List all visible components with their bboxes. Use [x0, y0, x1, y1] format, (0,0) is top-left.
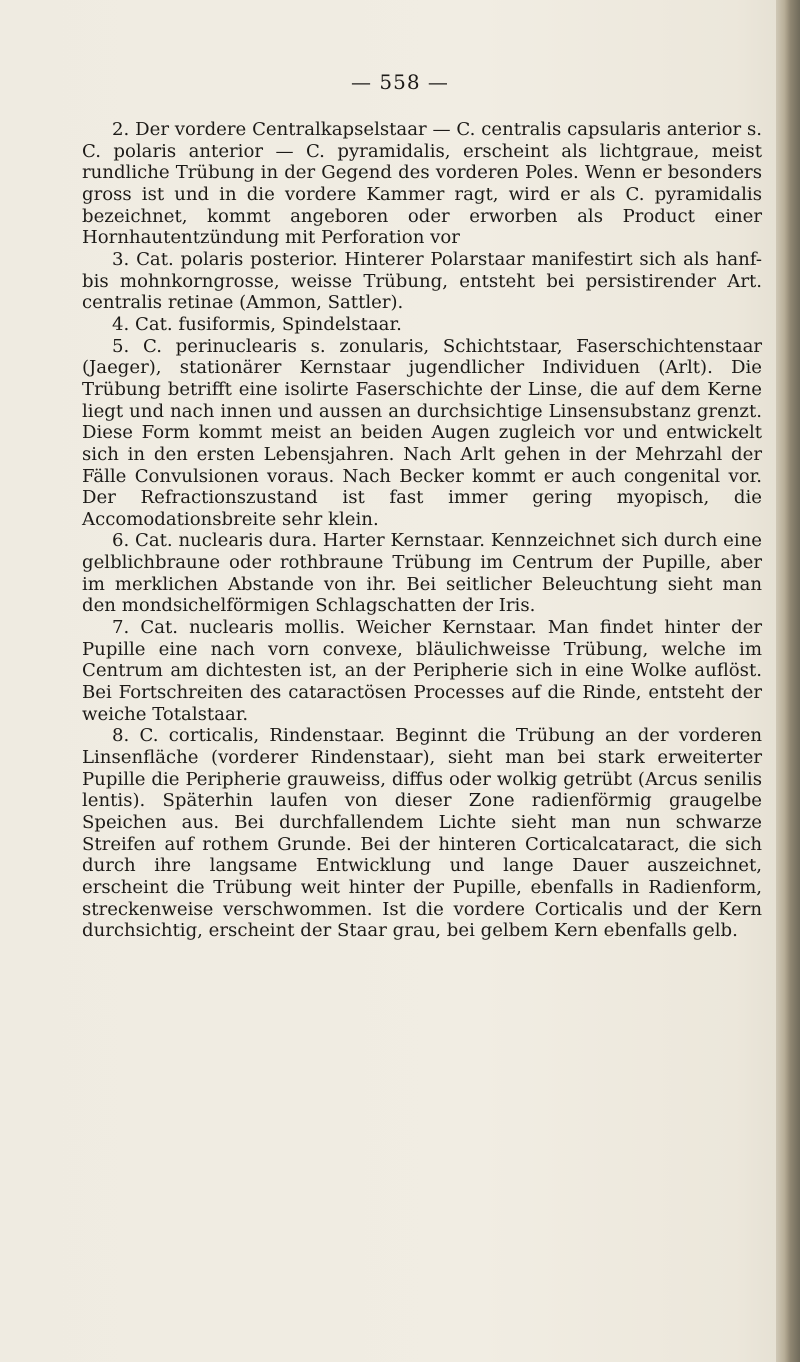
- paragraph-2-anterior-capsular-cataract: 2. Der vordere Centralkapselstaar — C. centralis capsularis anterior s. C. polaris anterior — C. pyramidalis, erscheint als lichtgraue, meist rundliche Trübung in der Gegend des vorderen Poles. Wenn er besonders gross ist und in die vordere Kammer ragt, wird er als C. pyramidalis bezeichnet, kommt angeboren oder erworben als Product einer Hornhautentzündung mit Perforation vor: [82, 119, 762, 249]
- body-text: [82, 119, 762, 942]
- paragraph-5-zonular-cataract: 5. C. perinuclearis s. zonularis, Schichtstaar, Faserschichtenstaar (Jaeger), stationärer Kernstaar jugendlicher Individuen (Arlt). Die Trübung betrifft eine isolirte Faserschichte der Linse, die auf dem Kerne liegt und nach innen und aussen an durchsichtige Linsensubstanz grenzt. Diese Form kommt meist an beiden Augen zugleich vor und entwickelt sich in den ersten Lebensjahren. Nach Arlt gehen in der Mehrzahl der Fälle Convulsionen voraus. Nach Becker kommt er auch congenital vor. Der Refractionszustand ist fast immer gering myopisch, die Accomodationsbreite sehr klein.: [82, 335, 762, 530]
- page-number: — 558 —: [351, 70, 449, 94]
- paragraph-3-posterior-polar-cataract: 3. Cat. polaris posterior. Hinterer Polarstaar manifestirt sich als hanf- bis mohnkorngrosse, weisse Trübung, entsteht bei persistirender Art. centralis retinae (Ammon, Sattler).: [82, 248, 762, 314]
- paragraph-7-soft-nuclear-cataract: 7. Cat. nuclearis mollis. Weicher Kernstaar. Man findet hinter der Pupille eine nach vorn convexe, bläulichweisse Trübung, welche im Centrum am dichtesten ist, an der Peripherie sich in eine Wolke auflöst. Bei Fortschreiten des cataractösen Processes auf die Rinde, entsteht der weiche Totalstaar.: [82, 617, 762, 725]
- paragraph-6-hard-nuclear-cataract: 6. Cat. nuclearis dura. Harter Kernstaar. Kennzeichnet sich durch eine gelblichbraune oder rothbraune Trübung im Centrum der Pupille, aber im merklichen Abstande von ihr. Bei seitlicher Beleuchtung sieht man den mondsichelförmigen Schlagschatten der Iris.: [82, 530, 762, 617]
- book-spine-edge: [776, 0, 800, 1362]
- paragraph-4-fusiform-cataract: 4. Cat. fusiformis, Spindelstaar.: [112, 313, 402, 335]
- paragraph-8-cortical-cataract: 8. C. corticalis, Rindenstaar. Beginnt die Trübung an der vorderen Linsenfläche (vorderer Rindenstaar), sieht man bei stark erweiterter Pupille die Peripherie grauweiss, diffus oder wolkig getrübt (Arcus senilis lentis). Späterhin laufen von dieser Zone radienförmig graugelbe Speichen aus. Bei durchfallendem Lichte sieht man nun schwarze Streifen auf rothem Grunde. Bei der hinteren Corticalcataract, die sich durch ihre langsame Entwicklung und lange Dauer auszeichnet, erscheint die Trübung weit hinter der Pupille, ebenfalls in Radienform, streckenweise verschwommen. Ist die vordere Corticalis und der Kern durchsichtig, erscheint der Staar grau, bei gelbem Kern ebenfalls gelb.: [82, 725, 762, 942]
